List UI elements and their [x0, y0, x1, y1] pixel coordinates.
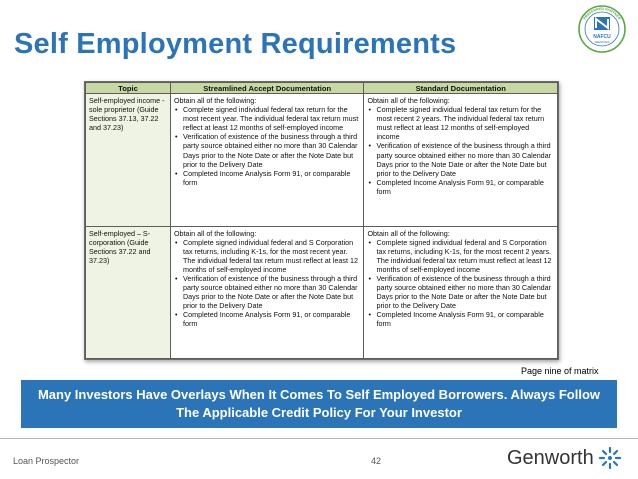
page-caption: Page nine of matrix — [521, 366, 599, 376]
list-item: • Completed Income Analysis Form 91, or comparable form — [174, 169, 361, 187]
header-topic: Topic — [86, 83, 171, 94]
streamlined-cell — [170, 94, 364, 227]
topic-cell: Self-employed income - sole proprietor (Guide Sections 37.13, 37.22 and 37.23) — [86, 94, 171, 227]
matrix-table-image — [84, 81, 559, 360]
badge-mid-text: NAFCU — [593, 34, 611, 40]
list-item: • Complete signed individual federal and S Corporation tax returns, including K-1s, for the most recent 2 years. The individual federal tax return must reflect at least 12 months of self-employed income — [367, 238, 554, 274]
table-header-row — [86, 83, 558, 94]
header-standard: Standard Documentation — [364, 83, 558, 94]
streamlined-cell — [170, 226, 364, 359]
standard-cell — [364, 226, 558, 359]
cell-intro: Obtain all of the following: — [173, 96, 257, 105]
table-row — [86, 226, 558, 359]
list-item: • Completed Income Analysis Form 91, or comparable form — [367, 178, 554, 196]
list-item: • Complete signed individual federal and S Corporation tax returns, including K-1s, for the most recent year. The individual federal tax return must reflect at least 12 months of self-employed income — [174, 238, 361, 274]
list-item: • Verification of existence of the business through a third party source obtained either no more than 30 Calendar Days prior to the Note Date or after the Note Date but prior to the Delivery Date — [367, 141, 554, 177]
logo-text: Genworth — [507, 446, 594, 469]
footer-divider — [0, 438, 638, 439]
list-item: • Verification of existence of the business through a third party source obtained either no more than 30 Calendar Days prior to the Note Date or after the Note Date but prior to the Delivery Date — [174, 274, 361, 310]
list-item: • Complete signed individual federal tax return for the most recent 2 years. The individual federal tax return must reflect at least 12 months of self-employed income — [367, 105, 554, 141]
preferred-partner-badge — [577, 4, 627, 54]
list-item: • Completed Income Analysis Form 91, or comparable form — [367, 310, 554, 328]
genworth-logo — [507, 444, 627, 472]
header-streamlined: Streamlined Accept Documentation — [170, 83, 364, 94]
cell-intro: Obtain all of the following: — [367, 96, 450, 105]
table-row — [86, 94, 558, 227]
list-item: • Verification of existence of the business through a third party source obtained either no more than 30 Calendar Days prior to the Note Date or after the Note Date but prior to the Delivery Date — [367, 274, 554, 310]
badge-bottom-text: SERVICES — [594, 40, 610, 44]
topic-cell: Self-employed – S-corporation (Guide Sections 37.22 and 37.23) — [86, 226, 171, 359]
cell-intro: Obtain all of the following: — [367, 228, 450, 238]
badge-top-text: PREFERRED PARTNER — [582, 6, 622, 21]
slide-title: Self Employment Requirements — [14, 28, 457, 60]
list-item: • Verification of existence of the business through a third party source obtained either no more than 30 Calendar Days prior to the Note Date or after the Note Date but prior to the Delivery Date — [174, 132, 361, 168]
list-item: • Complete signed individual federal tax return for the most recent year. The individual federal tax return must reflect at least 12 months of self-employed income — [174, 105, 361, 132]
investor-overlay-banner: Many Investors Have Overlays When It Comes To Self Employed Borrowers. Always Follow The Applicable Credit Policy For Your Investor — [21, 380, 617, 428]
genworth-burst-icon — [597, 445, 623, 471]
footer-label: Loan Prospector — [13, 456, 80, 466]
cell-intro: Obtain all of the following: — [173, 228, 257, 238]
page-number: 42 — [371, 456, 382, 466]
list-item: • Completed Income Analysis Form 91, or comparable form — [174, 310, 361, 328]
standard-cell — [364, 94, 558, 227]
